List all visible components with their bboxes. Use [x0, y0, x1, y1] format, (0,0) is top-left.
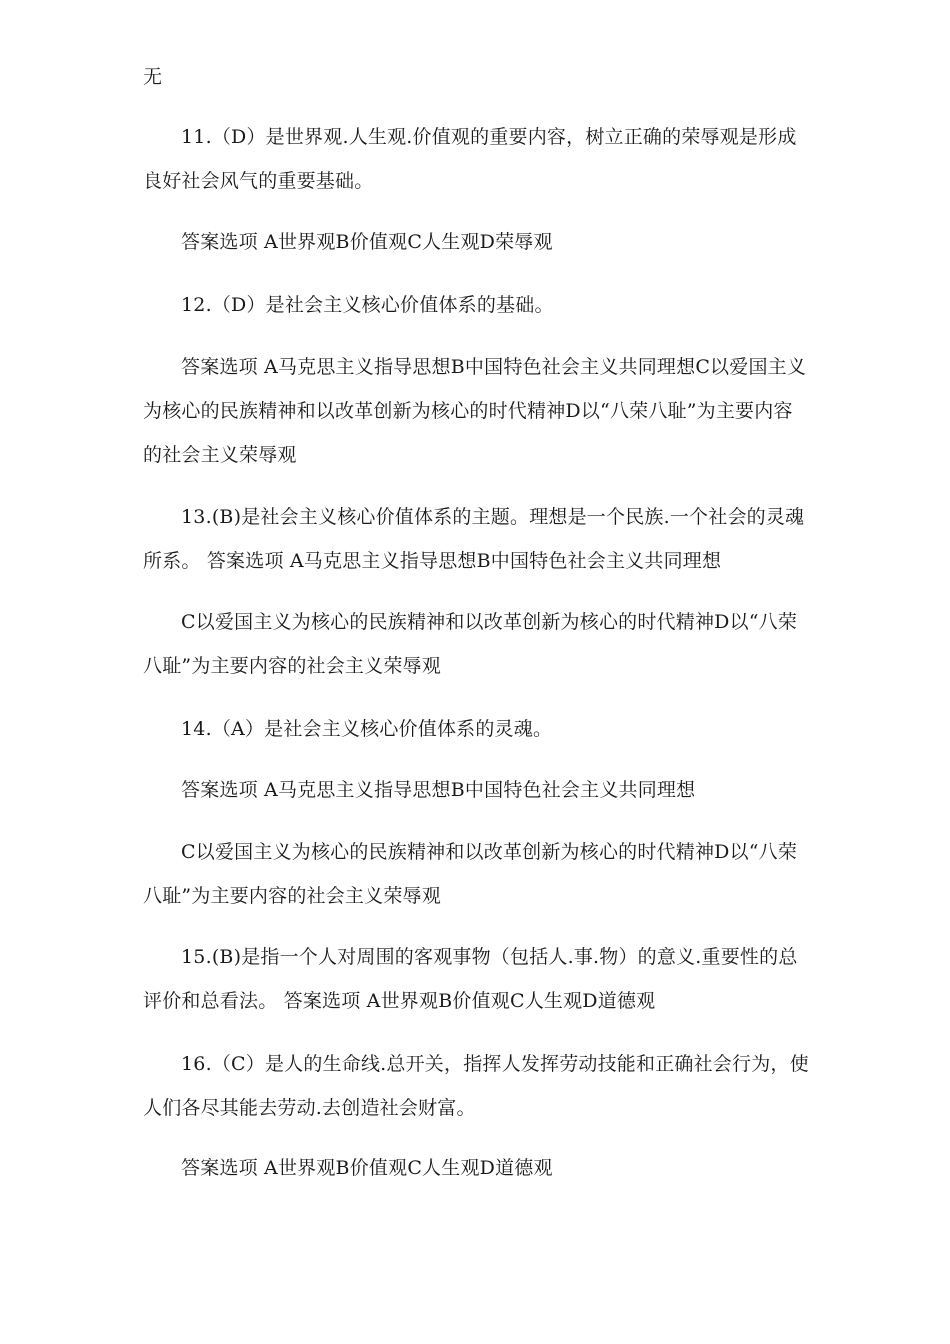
answer-options-11: 答案选项 A世界观B价值观C人生观D荣辱观	[181, 231, 553, 253]
question-15: 15.(B)是指一个人对周围的客观事物（包括人.事.物）的意义.重要性的总评价和总看法。 答案选项 A世界观B价值观C人生观D道德观	[143, 946, 798, 1012]
question-11: 11.（D）是世界观.人生观.价值观的重要内容，树立正确的荣辱观是形成良好社会风气的重要基础。	[143, 126, 797, 192]
question-16: 16.（C）是人的生命线.总开关，指挥人发挥劳动技能和正确社会行为，使人们各尽其能去劳动.去创造社会财富。	[143, 1053, 809, 1119]
question-14: 14.（A）是社会主义核心价值体系的灵魂。	[181, 718, 553, 740]
answer-options-14: 答案选项 A马克思主义指导思想B中国特色社会主义共同理想	[181, 779, 696, 801]
answer-options-13-continued: C以爱国主义为核心的民族精神和以改革创新为核心的时代精神D以“八荣八耻”为主要内容的社会主义荣辱观	[143, 611, 798, 677]
paragraph-none: 无	[143, 66, 163, 88]
answer-options-14-continued: C以爱国主义为核心的民族精神和以改革创新为核心的时代精神D以“八荣八耻”为主要内容的社会主义荣辱观	[143, 841, 798, 907]
question-13: 13.(B)是社会主义核心价值体系的主题。理想是一个民族.一个社会的灵魂所系。 答案选项 A马克思主义指导思想B中国特色社会主义共同理想	[143, 506, 805, 572]
answer-options-12: 答案选项 A马克思主义指导思想B中国特色社会主义共同理想C以爱国主义为核心的民族精神和以改革创新为核心的时代精神D以“八荣八耻”为主要内容的社会主义荣辱观	[143, 356, 807, 466]
answer-options-16: 答案选项 A世界观B价值观C人生观D道德观	[181, 1157, 553, 1179]
question-12: 12.（D）是社会主义核心价值体系的基础。	[181, 294, 554, 316]
